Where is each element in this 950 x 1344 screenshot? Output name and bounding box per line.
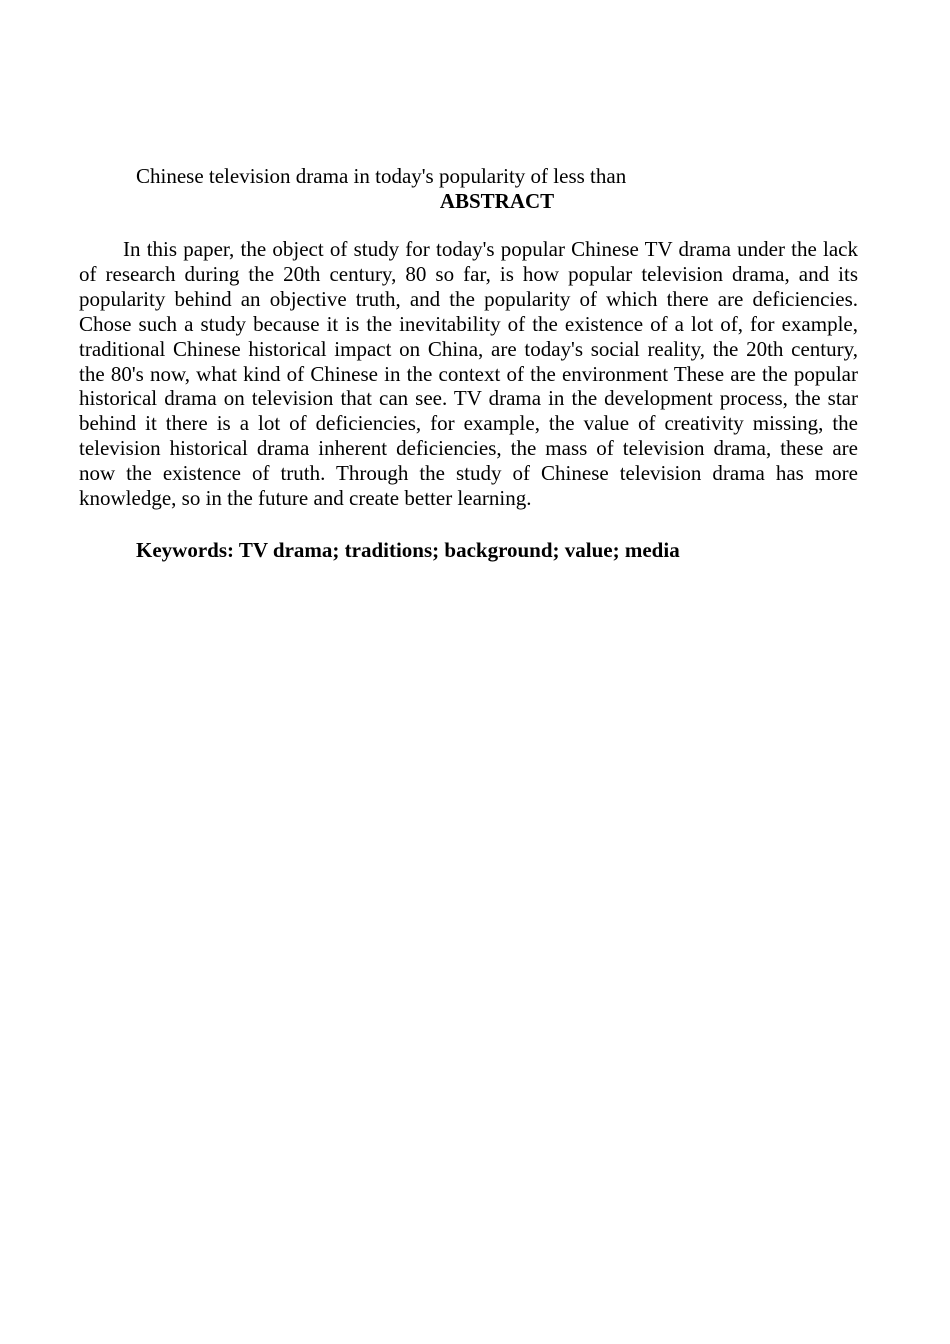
abstract-heading: ABSTRACT	[439, 189, 555, 213]
document-title: Chinese television drama in today's popularity of less than	[136, 164, 627, 188]
abstract-paragraph: In this paper, the object of study for today's popular Chinese TV drama under the lack of research during the 20th century, 80 so far, is how popular television drama, and its popularity behind an objective truth, and the popularity of which there are deficiencies. Chose such a study because it is the inevitability of the existence of a lot of, for example, traditional Chinese historical impact on China, are today's social reality, the 20th century, the 80's now, what kind of Chinese in the context of the environment These are the popular historical drama on television that can see. TV drama in the development process, the star behind it there is a lot of deficiencies, for example, the value of creativity missing, the television historical drama inherent deficiencies, the mass of television drama, these are now the existence of truth. Through the study of Chinese television drama has more knowledge, so in the future and create better learning.	[79, 237, 858, 511]
keywords-line: Keywords: TV drama; traditions; background; value; media	[136, 538, 680, 562]
